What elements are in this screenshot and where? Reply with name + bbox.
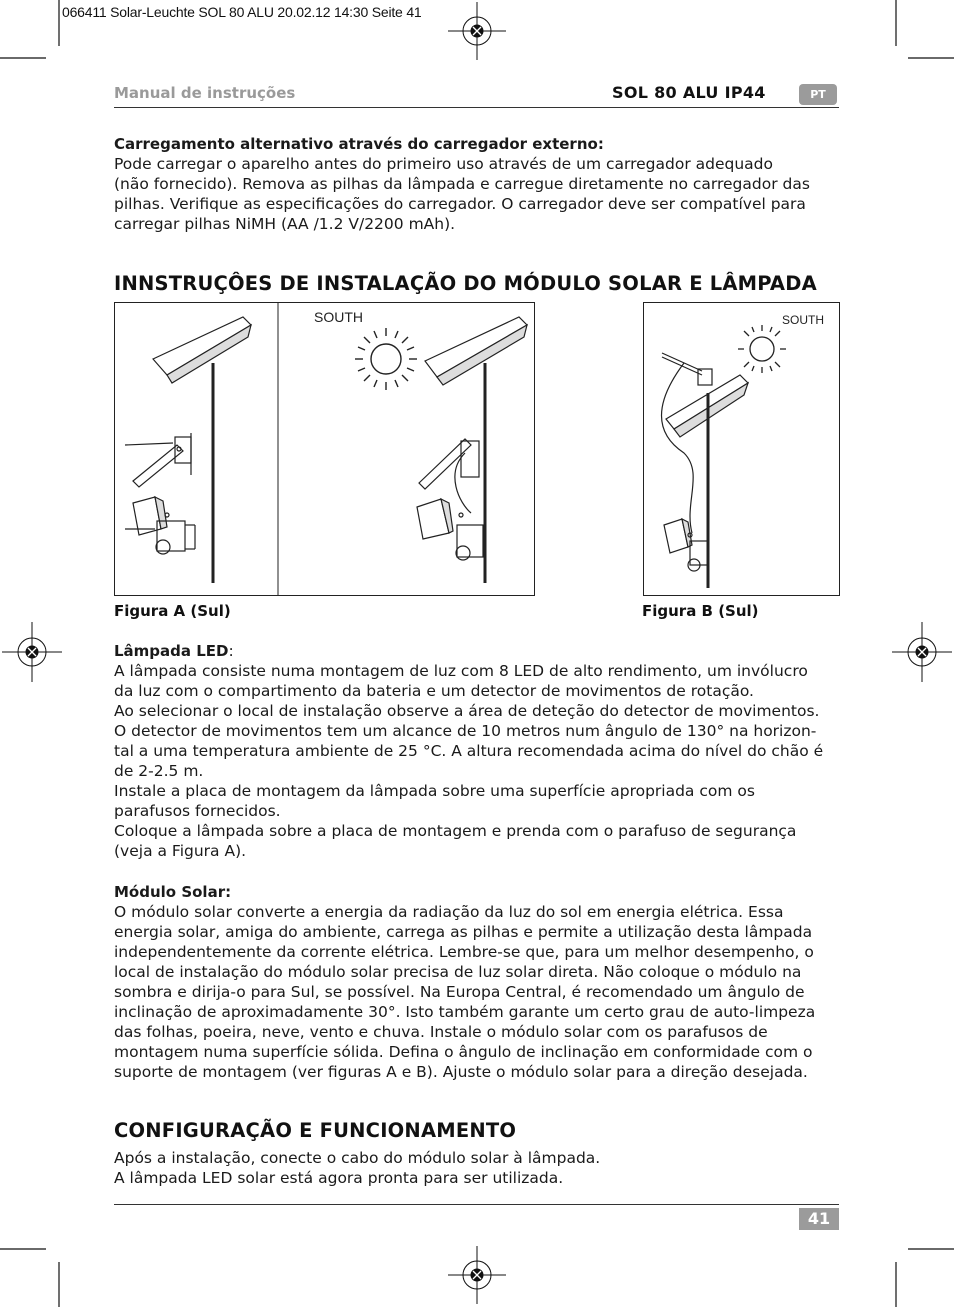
south-label-a: SOUTH (314, 309, 363, 325)
config-body: Após a instalação, conecte o cabo do módulo solar à lâmpada. A lâmpada LED solar está agora pronta para ser utilizada. (114, 1149, 601, 1187)
figure-b-drawing (644, 303, 839, 595)
charging-body: Pode carregar o aparelho antes do primeiro uso através de um carregador adequado (não fornecido). Remova as pilhas da lâmpada e carregue diretamente no carregador das pilhas. Verifique as especificações do carregador. O carregador deve ser compatível para carregar pilhas NiMH (AA /1.2 V/2200 mAh). (114, 155, 810, 233)
solar-body: O módulo solar converte a energia da radiação da luz do sol em energia elétrica. Essa energia solar, amiga do ambiente, carrega as pilhas e permite a utilização desta lâmpada independentemente da corrente elétrica. Lembre-se que, para um melhor desempenho, o local de instalação do módulo solar precisa de luz solar direta. Não coloque o módulo na sombra e dirija-o para Sul, se possível. Na Europa Central, é recomendado um ângulo de inclinação de aproximadamente 30°. Isto também garante um certo grau de auto-limpeza das folhas, poeira, neve, vento e chuva. Instale o módulo solar com os parafusos de montagem numa superfície sólida. Defina o ângulo de inclinação em conformidade com o suporte de montagem (ver figuras A e B). Ajuste o módulo solar para a direção desejada. (114, 903, 816, 1081)
registration-mark-right (892, 622, 952, 682)
led-heading: Lâmpada LED (114, 642, 229, 660)
figure-b (643, 302, 840, 596)
registration-mark-bottom (448, 1246, 506, 1304)
led-heading-colon: : (228, 642, 234, 660)
registration-mark-left (2, 622, 62, 682)
registration-mark-top (448, 2, 506, 60)
manual-title: Manual de instruções (114, 84, 296, 102)
figure-a-caption: Figura A (Sul) (114, 602, 231, 620)
header-rule (114, 107, 839, 108)
sun-icon-b (738, 325, 786, 373)
figure-a-drawing (115, 303, 534, 595)
charging-heading: Carregamento alternativo através do carregador externo: (114, 135, 604, 153)
led-body: A lâmpada consiste numa montagem de luz com 8 LED de alto rendimento, um invólucro da luz com o compartimento da bateria e um detector de movimentos de rotação. Ao selecionar o local de instalação observe a área de deteção do detector de movimentos. O detector de movimentos tem um alcance de 10 metros num ângulo de 130° na horizon- tal a uma temperatura ambiente de 25 °C. A altura recomendada acima do nível do chão é de 2-2.5 m. Instale a placa de montagem da lâmpada sobre uma superfície apropriada com os parafusos fornecidos. Coloque a lâmpada sobre a placa de montagem e prenda com o parafuso de segurança (veja a Figura A). (114, 662, 824, 860)
figure-a (114, 302, 535, 596)
sun-icon-a (355, 328, 417, 390)
product-name: SOL 80 ALU IP44 (612, 83, 766, 102)
install-title: INNSTRUÇÔES DE INSTALAÇÃO DO MÓDULO SOLAR E LÂMPADA (114, 272, 817, 295)
print-info-line: 066411 Solar-Leuchte SOL 80 ALU 20.02.12 14:30 Seite 41 (62, 4, 422, 20)
solar-heading: Módulo Solar: (114, 883, 232, 901)
charging-section (114, 134, 844, 234)
footer-rule (114, 1204, 839, 1205)
led-section (114, 641, 849, 861)
figure-b-caption: Figura B (Sul) (642, 602, 759, 620)
language-badge: PT (799, 84, 837, 105)
south-label-b: SOUTH (782, 313, 824, 327)
page-number: 41 (799, 1208, 839, 1230)
led-heading-line (114, 641, 849, 661)
config-title: CONFIGURAÇÃO E FUNCIONAMENTO (114, 1119, 517, 1142)
solar-section (114, 882, 849, 1082)
